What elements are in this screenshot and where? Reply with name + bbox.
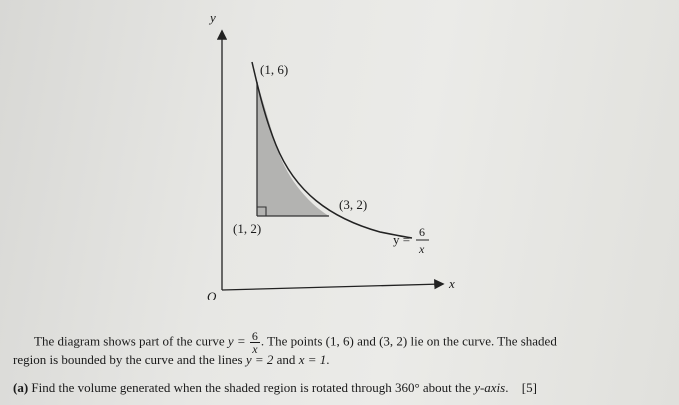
y-axis-label: y [210, 10, 216, 25]
point-label-top: (1, 6) [260, 62, 289, 77]
part-text-b: . [505, 380, 509, 395]
curve-label-lhs: y = [393, 232, 411, 247]
line-equation-y: y = 2 [245, 352, 274, 367]
question-text-2a: region is bounded by the curve and the lines [13, 352, 246, 367]
line-equation-x: x = 1 [298, 352, 327, 367]
equation-numerator: 6 [251, 329, 258, 343]
question-text-1b: . The points (1, 6) and (3, 2) lie on the curve. The shaded [260, 333, 557, 349]
equation-lhs: y = [227, 333, 246, 349]
part-axis: y-axis [474, 380, 506, 395]
question-text-2end: . [326, 352, 330, 367]
question-text-line-2 [13, 352, 329, 368]
x-axis [222, 284, 442, 290]
question-text-and: and [273, 352, 299, 367]
x-axis-label: x [449, 276, 455, 291]
part-text-a: Find the volume generated when the shaded region is rotated through 360° about the [28, 380, 475, 395]
shaded-region [257, 82, 329, 216]
part-label: (a) [13, 380, 29, 395]
marks-label: [5] [521, 380, 537, 395]
question-part-a [13, 380, 537, 396]
curve-label-denominator: x [419, 242, 425, 256]
question-text-1a: The diagram shows part of the curve [34, 333, 228, 349]
point-label-corner: (1, 2) [233, 221, 262, 236]
equation-denominator: x [252, 342, 258, 356]
origin-label: O [207, 289, 217, 300]
point-label-right: (3, 2) [339, 197, 368, 212]
curve-label-numerator: 6 [419, 225, 425, 239]
